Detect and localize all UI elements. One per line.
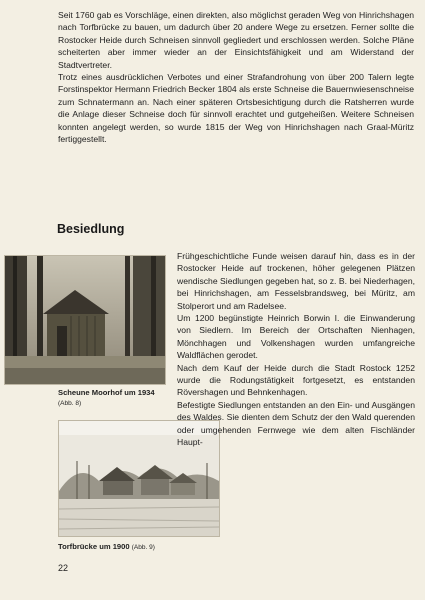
barn-photo-image <box>5 256 165 384</box>
settlement-paragraph-2: Um 1200 begünstigte Heinrich Borwin I. die Einwanderung von Siedlern. Im Bereich der Ortschaften Nienhagen, Mönchhagen und Volkenshagen wurden umfangreiche Waldflächen gerodet. <box>177 313 415 361</box>
figure-8-title: Scheune Moorhof um 1934 <box>58 388 155 397</box>
section-heading: Besiedlung <box>57 222 125 236</box>
torfbruecke-drawing-caption <box>58 542 218 553</box>
settlement-paragraph-3: Nach dem Kauf der Heide durch die Stadt Rostock 1252 wurde die Rodungstätigkeit fortgesetzt, es entstanden Rövershagen und Behnkenhagen. <box>177 362 415 398</box>
figure-9-ref: (Abb. 9) <box>131 544 155 551</box>
page-number: 22 <box>58 563 69 573</box>
intro-text <box>58 9 414 145</box>
settlement-paragraph-4: Befestigte Siedlungen entstanden an den Ein- und Ausgängen des Waldes. Sie dienten dem Schutz der den Wald querenden oder umgehenden Fernwege wie dem alten Fischländer Haupt- <box>177 399 415 448</box>
intro-paragraph-1: Seit 1760 gab es Vorschläge, einen direkten, also möglichst geraden Weg von Hinrichshagen nach Torfbrücke zu bauen, um dadurch über 20 andere Wege zu ersetzen. Ferner sollte die Rostocker Heide durch Schneisen sinnvoll gegliedert und erschlossen werden. Solche Pläne scheiterten aber immer wieder an der Einsichtsfähigkeit und am Widerstand der Stadtvertreter. <box>58 10 414 70</box>
figure-8-ref: (Abb. 8) <box>58 400 82 407</box>
settlement-text <box>177 250 415 449</box>
figure-9-title: Torfbrücke um 1900 <box>58 542 130 551</box>
barn-photo <box>4 255 166 385</box>
settlement-paragraph-1: Frühgeschichtliche Funde weisen darauf hin, dass es in der Rostocker Heide auf trockenen, höher gelegenen Plätzen wendische Siedlungen gegeben hat, so z. B. bei Niederhagen, bei Hinrichshagen, am Fesselsbrandsweg, bei Müritz, am Stolperort und am Radelsee. <box>177 251 415 311</box>
intro-paragraph-2: Trotz eines ausdrücklichen Verbotes und einer Strafandrohung von über 200 Talern legte Forstinspektor Hermann Friedrich Becker 1804 als erste Schneise die Bauernwiesenschneise zum Schnatermann an. Nach einer späteren Ortsbesichtigung durch die Ratsherren wurde die Anlage dieser Schneise doch für sinnvoll erachtet und gutgeheißen. Weitere Schneisen konnten angelegt werden, so wurde 1815 der Weg von Hinrichshagen nach Graal-Müritz fertiggestellt. <box>58 72 414 145</box>
barn-photo-caption <box>58 388 168 409</box>
